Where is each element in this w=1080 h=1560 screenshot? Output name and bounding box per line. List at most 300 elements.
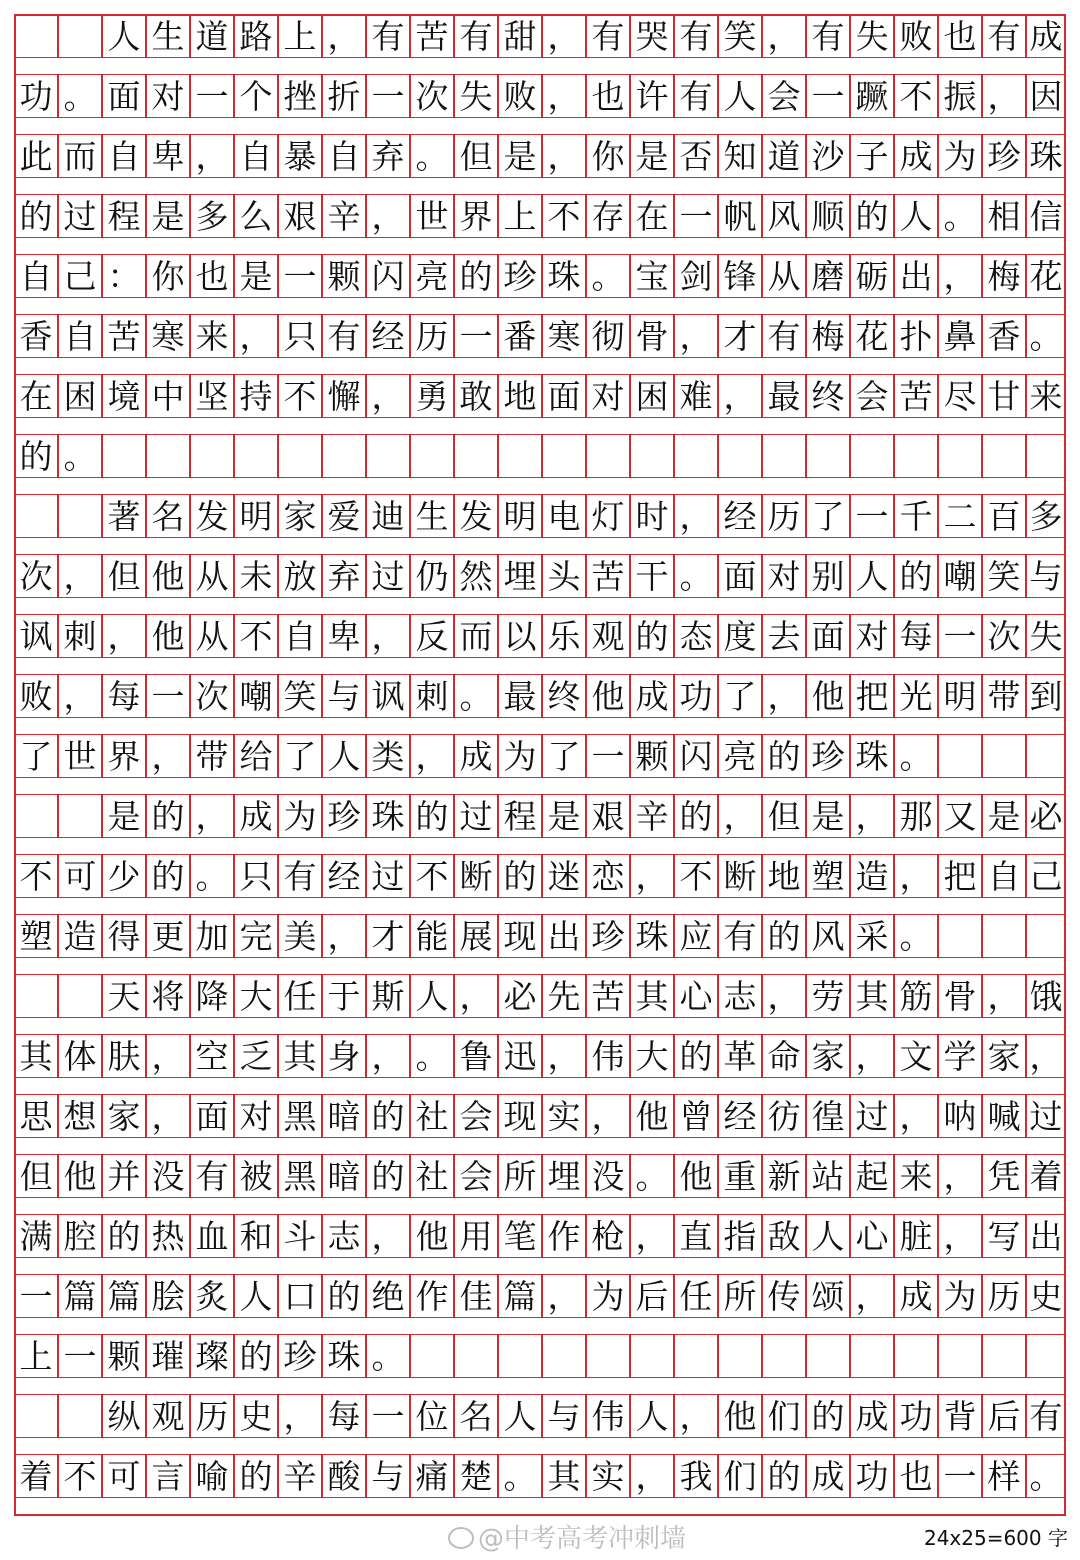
- grid-cell: ，: [542, 1034, 586, 1078]
- grid-cell: [894, 1334, 938, 1378]
- grid-cell: 塑: [806, 854, 850, 898]
- grid-cell: 传: [762, 1274, 806, 1318]
- grid-cell: 么: [234, 194, 278, 238]
- grid-cell: [762, 1334, 806, 1378]
- grid-cell: 展: [454, 914, 498, 958]
- grid-cell: 其: [14, 1034, 58, 1078]
- grid-cell: 心: [674, 974, 718, 1018]
- grid-cell: 降: [190, 974, 234, 1018]
- grid-cell: 反: [410, 614, 454, 658]
- grid-cell: ，: [674, 314, 718, 358]
- grid-cell: ，: [982, 74, 1026, 118]
- grid-cell: 佳: [454, 1274, 498, 1318]
- grid-cell: 是: [982, 794, 1026, 838]
- grid-cell: [498, 434, 542, 478]
- grid-cell: 起: [850, 1154, 894, 1198]
- grid-cell: 。: [58, 434, 102, 478]
- grid-cell: 带: [982, 674, 1026, 718]
- grid-cell: 境: [102, 374, 146, 418]
- grid-cell: 直: [674, 1214, 718, 1258]
- grid-cell: 他: [146, 614, 190, 658]
- grid-cell: 学: [938, 1034, 982, 1078]
- grid-cell: 只: [278, 314, 322, 358]
- grid-cell: 珠: [366, 794, 410, 838]
- grid-row: [14, 914, 1066, 958]
- grid-cell: 过: [366, 854, 410, 898]
- grid-cell: ，: [982, 974, 1026, 1018]
- grid-cell: 二: [938, 494, 982, 538]
- grid-cell: 困: [58, 374, 102, 418]
- grid-cell: 酸: [322, 1454, 366, 1498]
- grid-cell: 风: [762, 194, 806, 238]
- grid-cell: 面: [718, 554, 762, 598]
- grid-cell: 后: [630, 1274, 674, 1318]
- grid-cell: 绝: [366, 1274, 410, 1318]
- grid-row: [14, 734, 1066, 778]
- grid-cell: 的: [102, 1214, 146, 1258]
- grid-cell: 不: [278, 374, 322, 418]
- grid-cell: 光: [894, 674, 938, 718]
- grid-cell: [938, 434, 982, 478]
- grid-cell: 天: [102, 974, 146, 1018]
- grid-cell: 指: [718, 1214, 762, 1258]
- grid-cell: 彷: [762, 1094, 806, 1138]
- grid-cell: 采: [850, 914, 894, 958]
- grid-cell: 有: [322, 314, 366, 358]
- grid-cell: [982, 434, 1026, 478]
- grid-cell: 鲁: [454, 1034, 498, 1078]
- grid-cell: 给: [234, 734, 278, 778]
- grid-cell: 苦: [586, 554, 630, 598]
- grid-cell: 不: [14, 854, 58, 898]
- grid-cell: [718, 1334, 762, 1378]
- grid-cell: 可: [102, 1454, 146, 1498]
- grid-cell: 不: [674, 854, 718, 898]
- grid-cell: [938, 734, 982, 778]
- grid-cell: 界: [102, 734, 146, 778]
- grid-cell: 迷: [542, 854, 586, 898]
- grid-cell: 讽: [14, 614, 58, 658]
- grid-cell: 有: [1026, 1394, 1066, 1438]
- grid-cell: 度: [718, 614, 762, 658]
- grid-cell: 与: [1026, 554, 1066, 598]
- grid-cell: 难: [674, 374, 718, 418]
- grid-cell: [938, 1334, 982, 1378]
- grid-cell: 位: [410, 1394, 454, 1438]
- grid-cell: [14, 494, 58, 538]
- grid-cell: 热: [146, 1214, 190, 1258]
- grid-cell: [718, 434, 762, 478]
- grid-cell: 为: [586, 1274, 630, 1318]
- grid-cell: 一: [938, 614, 982, 658]
- grid-cell: 了: [278, 734, 322, 778]
- grid-cell: 他: [410, 1214, 454, 1258]
- grid-cell: 磨: [806, 254, 850, 298]
- grid-cell: [366, 434, 410, 478]
- grid-cell: 。: [366, 1334, 410, 1378]
- grid-cell: 己: [58, 254, 102, 298]
- grid-cell: 次: [982, 614, 1026, 658]
- grid-cell: [454, 434, 498, 478]
- grid-cell: 珠: [322, 1334, 366, 1378]
- grid-cell: ，: [542, 14, 586, 58]
- grid-cell: 带: [190, 734, 234, 778]
- grid-cell: 史: [234, 1394, 278, 1438]
- grid-cell: 重: [718, 1154, 762, 1198]
- grid-cell: 明: [938, 674, 982, 718]
- grid-cell: 弃: [322, 554, 366, 598]
- grid-cell: 坚: [190, 374, 234, 418]
- grid-cell: 一: [586, 734, 630, 778]
- grid-cell: 饿: [1026, 974, 1066, 1018]
- grid-cell: 闪: [366, 254, 410, 298]
- grid-cell: [982, 914, 1026, 958]
- grid-cell: [542, 434, 586, 478]
- grid-cell: 有: [674, 14, 718, 58]
- grid-cell: 璨: [190, 1334, 234, 1378]
- grid-cell: 能: [410, 914, 454, 958]
- grid-cell: ，: [850, 1034, 894, 1078]
- grid-cell: 人: [630, 1394, 674, 1438]
- grid-cell: 过: [454, 794, 498, 838]
- grid-cell: 被: [234, 1154, 278, 1198]
- grid-cell: 颗: [322, 254, 366, 298]
- grid-cell: 敌: [762, 1214, 806, 1258]
- grid-cell: ，: [762, 14, 806, 58]
- grid-cell: 苦: [410, 14, 454, 58]
- grid-cell: [1026, 734, 1066, 778]
- grid-cell: 刺: [58, 614, 102, 658]
- grid-row: [14, 314, 1066, 358]
- grid-cell: 终: [542, 674, 586, 718]
- grid-cell: 失: [1026, 614, 1066, 658]
- grid-cell: 对: [146, 74, 190, 118]
- grid-cell: 自: [14, 254, 58, 298]
- grid-cell: 亮: [718, 734, 762, 778]
- grid-cell: 在: [630, 194, 674, 238]
- grid-cell: 历: [762, 494, 806, 538]
- grid-row: [14, 974, 1066, 1018]
- grid-cell: 必: [1026, 794, 1066, 838]
- grid-cell: 喊: [982, 1094, 1026, 1138]
- grid-cell: 一: [938, 1454, 982, 1498]
- grid-cell: 篇: [58, 1274, 102, 1318]
- grid-cell: 不: [234, 614, 278, 658]
- grid-cell: 是: [630, 134, 674, 178]
- grid-cell: 了: [14, 734, 58, 778]
- grid-cell: 口: [278, 1274, 322, 1318]
- grid-cell: 社: [410, 1154, 454, 1198]
- grid-cell: 次: [190, 674, 234, 718]
- grid-cell: 一: [366, 1394, 410, 1438]
- grid-cell: 笔: [498, 1214, 542, 1258]
- grid-cell: 了: [718, 674, 762, 718]
- grid-cell: 为: [498, 734, 542, 778]
- grid-cell: ，: [190, 794, 234, 838]
- grid-cell: 喻: [190, 1454, 234, 1498]
- grid-cell: 言: [146, 1454, 190, 1498]
- grid-cell: 埋: [542, 1154, 586, 1198]
- grid-cell: ，: [542, 134, 586, 178]
- grid-cell: 新: [762, 1154, 806, 1198]
- grid-cell: 造: [58, 914, 102, 958]
- grid-cell: 为: [938, 134, 982, 178]
- grid-cell: 的: [366, 1094, 410, 1138]
- grid-cell: 讽: [366, 674, 410, 718]
- grid-cell: ，: [366, 1214, 410, 1258]
- grid-cell: 珍: [586, 914, 630, 958]
- grid-row: [14, 14, 1066, 58]
- grid-cell: [102, 434, 146, 478]
- grid-cell: 面: [806, 614, 850, 658]
- grid-cell: 又: [938, 794, 982, 838]
- grid-cell: 哭: [630, 14, 674, 58]
- grid-cell: 到: [1026, 674, 1066, 718]
- grid-cell: 作: [542, 1214, 586, 1258]
- grid-cell: 过: [850, 1094, 894, 1138]
- grid-cell: 们: [718, 1454, 762, 1498]
- grid-cell: ，: [542, 1274, 586, 1318]
- grid-cell: 来: [894, 1154, 938, 1198]
- grid-cell: 并: [102, 1154, 146, 1198]
- grid-cell: 自: [982, 854, 1026, 898]
- grid-cell: 的: [674, 1034, 718, 1078]
- grid-cell: [58, 1394, 102, 1438]
- grid-cell: 后: [982, 1394, 1026, 1438]
- grid-cell: 最: [762, 374, 806, 418]
- grid-cell: 塑: [14, 914, 58, 958]
- grid-cell: 将: [146, 974, 190, 1018]
- grid-cell: 而: [58, 134, 102, 178]
- grid-cell: 那: [894, 794, 938, 838]
- grid-cell: [58, 794, 102, 838]
- grid-cell: 苦: [102, 314, 146, 358]
- grid-cell: [14, 1394, 58, 1438]
- grid-cell: ，: [586, 1094, 630, 1138]
- grid-cell: 珠: [542, 254, 586, 298]
- grid-cell: 家: [278, 494, 322, 538]
- grid-cell: 一: [146, 674, 190, 718]
- grid-cell: 伟: [586, 1394, 630, 1438]
- grid-cell: 发: [454, 494, 498, 538]
- grid-cell: 身: [322, 1034, 366, 1078]
- grid-cell: ，: [190, 134, 234, 178]
- grid-cell: 梅: [806, 314, 850, 358]
- grid-cell: 香: [14, 314, 58, 358]
- grid-cell: 别: [806, 554, 850, 598]
- grid-cell: 有: [982, 14, 1026, 58]
- grid-cell: 造: [850, 854, 894, 898]
- grid-cell: 曾: [674, 1094, 718, 1138]
- grid-cell: 功: [850, 1454, 894, 1498]
- grid-cell: 过: [58, 194, 102, 238]
- grid-cell: 的: [410, 794, 454, 838]
- grid-cell: 。: [410, 1034, 454, 1078]
- grid-row: [14, 854, 1066, 898]
- grid-cell: 明: [498, 494, 542, 538]
- grid-cell: 其: [630, 974, 674, 1018]
- weibo-icon: [448, 1527, 474, 1549]
- grid-cell: 多: [1026, 494, 1066, 538]
- grid-cell: 每: [894, 614, 938, 658]
- grid-cell: 成: [454, 734, 498, 778]
- grid-cell: [234, 434, 278, 478]
- grid-cell: 满: [14, 1214, 58, 1258]
- grid-cell: 断: [454, 854, 498, 898]
- grid-cell: 剑: [674, 254, 718, 298]
- grid-cell: 蹶: [850, 74, 894, 118]
- grid-cell: 最: [498, 674, 542, 718]
- grid-cell: 有: [454, 14, 498, 58]
- grid-cell: 珠: [1026, 134, 1066, 178]
- grid-cell: [58, 974, 102, 1018]
- grid-cell: 志: [322, 1214, 366, 1258]
- grid-cell: 人: [850, 554, 894, 598]
- grid-cell: 成: [806, 1454, 850, 1498]
- grid-cell: [542, 1334, 586, 1378]
- grid-cell: 斗: [278, 1214, 322, 1258]
- grid-cell: 勇: [410, 374, 454, 418]
- grid-cell: 珍: [982, 134, 1026, 178]
- grid-cell: 闪: [674, 734, 718, 778]
- grid-cell: ，: [58, 554, 102, 598]
- grid-cell: 与: [322, 674, 366, 718]
- grid-cell: 败: [894, 14, 938, 58]
- grid-cell: 因: [1026, 74, 1066, 118]
- grid-cell: ：: [102, 254, 146, 298]
- grid-cell: 以: [498, 614, 542, 658]
- grid-cell: 刺: [410, 674, 454, 718]
- grid-cell: 千: [894, 494, 938, 538]
- grid-cell: 。: [1026, 1454, 1066, 1498]
- grid-cell: 笑: [718, 14, 762, 58]
- grid-cell: 时: [630, 494, 674, 538]
- grid-cell: 暗: [322, 1154, 366, 1198]
- grid-cell: 颗: [102, 1334, 146, 1378]
- grid-cell: 每: [102, 674, 146, 718]
- grid-cell: 埋: [498, 554, 542, 598]
- grid-cell: [586, 1334, 630, 1378]
- grid-cell: 其: [278, 1034, 322, 1078]
- grid-cell: 笑: [982, 554, 1026, 598]
- grid-cell: 败: [14, 674, 58, 718]
- grid-cell: ，: [366, 614, 410, 658]
- grid-cell: 在: [14, 374, 58, 418]
- grid-cell: 花: [1026, 254, 1066, 298]
- grid-cell: 有: [366, 14, 410, 58]
- grid-cell: 困: [630, 374, 674, 418]
- grid-cell: 人: [718, 74, 762, 118]
- grid-cell: ，: [938, 254, 982, 298]
- grid-cell: 苦: [586, 974, 630, 1018]
- grid-cell: 花: [850, 314, 894, 358]
- grid-cell: 文: [894, 1034, 938, 1078]
- grid-cell: [850, 434, 894, 478]
- grid-cell: 枪: [586, 1214, 630, 1258]
- grid-cell: 心: [850, 1214, 894, 1258]
- grid-cell: 痛: [410, 1454, 454, 1498]
- grid-cell: 发: [190, 494, 234, 538]
- grid-cell: [674, 434, 718, 478]
- grid-cell: 地: [498, 374, 542, 418]
- grid-cell: 不: [894, 74, 938, 118]
- grid-cell: 他: [718, 1394, 762, 1438]
- grid-cell: [938, 914, 982, 958]
- grid-cell: 他: [586, 674, 630, 718]
- grid-cell: ，: [1026, 1034, 1066, 1078]
- grid-cell: [630, 1334, 674, 1378]
- grid-cell: ，: [894, 1094, 938, 1138]
- grid-cell: [806, 434, 850, 478]
- grid-cell: 终: [806, 374, 850, 418]
- grid-cell: 否: [674, 134, 718, 178]
- grid-cell: 是: [234, 254, 278, 298]
- grid-cell: 的: [806, 1394, 850, 1438]
- grid-cell: 历: [190, 1394, 234, 1438]
- grid-cell: 扑: [894, 314, 938, 358]
- grid-cell: 路: [234, 14, 278, 58]
- grid-cell: 但: [762, 794, 806, 838]
- grid-cell: 的: [234, 1334, 278, 1378]
- grid-cell: 锋: [718, 254, 762, 298]
- grid-cell: 的: [454, 254, 498, 298]
- grid-cell: 经: [718, 494, 762, 538]
- grid-cell: 自: [102, 134, 146, 178]
- grid-cell: 人: [498, 1394, 542, 1438]
- grid-cell: 名: [454, 1394, 498, 1438]
- grid-cell: ，: [762, 674, 806, 718]
- grid-cell: 了: [806, 494, 850, 538]
- grid-cell: 一: [190, 74, 234, 118]
- grid-cell: 任: [278, 974, 322, 1018]
- grid-cell: 现: [498, 914, 542, 958]
- grid-cell: 面: [190, 1094, 234, 1138]
- grid-cell: 功: [14, 74, 58, 118]
- grid-cell: 自: [234, 134, 278, 178]
- grid-cell: 信: [1026, 194, 1066, 238]
- grid-cell: 出: [1026, 1214, 1066, 1258]
- grid-row: [14, 1394, 1066, 1438]
- grid-row: [14, 194, 1066, 238]
- grid-cell: 家: [806, 1034, 850, 1078]
- grid-count-label: 24x25=600 字: [923, 1526, 1068, 1550]
- grid-cell: 才: [718, 314, 762, 358]
- grid-cell: 然: [454, 554, 498, 598]
- grid-cell: 人: [410, 974, 454, 1018]
- grid-cell: 爱: [322, 494, 366, 538]
- grid-cell: 从: [762, 254, 806, 298]
- grid-cell: 折: [322, 74, 366, 118]
- grid-cell: 的: [762, 1454, 806, 1498]
- grid-cell: 观: [146, 1394, 190, 1438]
- grid-cell: 也: [586, 74, 630, 118]
- grid-cell: 从: [190, 614, 234, 658]
- grid-cell: [190, 434, 234, 478]
- grid-cell: 其: [850, 974, 894, 1018]
- grid-cell: 篇: [498, 1274, 542, 1318]
- grid-cell: 是: [806, 794, 850, 838]
- grid-cell: 鼻: [938, 314, 982, 358]
- grid-cell: 凭: [982, 1154, 1026, 1198]
- grid-cell: 振: [938, 74, 982, 118]
- grid-cell: 出: [894, 254, 938, 298]
- grid-cell: 们: [762, 1394, 806, 1438]
- grid-cell: 头: [542, 554, 586, 598]
- grid-cell: 断: [718, 854, 762, 898]
- grid-cell: 任: [674, 1274, 718, 1318]
- grid-cell: 自: [58, 314, 102, 358]
- grid-cell: ，: [322, 914, 366, 958]
